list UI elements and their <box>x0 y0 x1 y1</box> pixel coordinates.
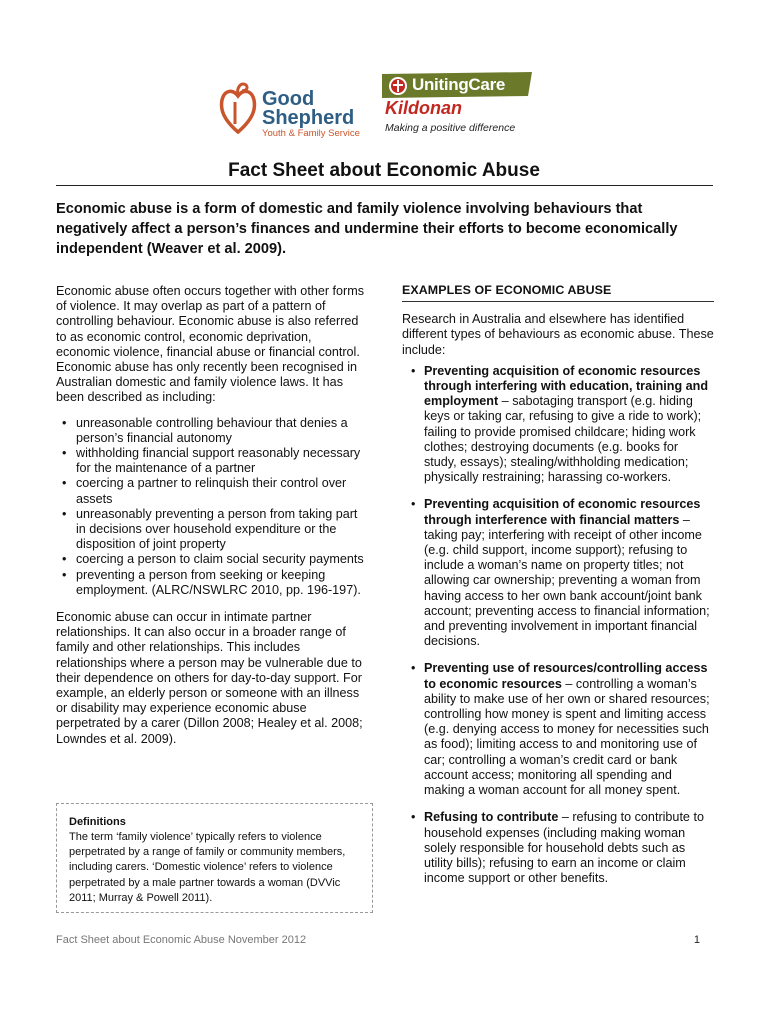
list-item <box>402 497 714 649</box>
definitions-box <box>56 803 373 913</box>
right-intro: Research in Australia and elsewhere has identified different types of behaviours as economic abuse. These include: <box>402 312 714 357</box>
left-paragraph-2: Economic abuse can occur in intimate partner relationships. It can also occur in a broader range of family and other relationships. This includes relationships where a person may be vulnerable due to their dependence on others for day-to-day support. For example, an elderly person or someone with an illness or disability may experience economic abuse perpetrated by a carer (Dillon 2008; Healey et al. 2008; Lowndes et al. 2009). <box>56 610 363 746</box>
unitingcare-name: UnitingCare <box>412 75 506 94</box>
example-heading: Preventing acquisition of economic resources through interference with financial matters <box>424 497 701 527</box>
page-title: Fact Sheet about Economic Abuse <box>228 160 540 181</box>
definitions-text: The term ‘family violence’ typically refers to violence perpetrated by a range of family or community members, including carers. ‘Domestic violence’ refers to violence perpetrated by a male partner towards a woman (DVVic 2011; Murray & Powell 2011). <box>69 831 346 904</box>
list-item: • unreasonably preventing a person from taking part in decisions over household expenditure or the disposition of joint property <box>56 507 364 553</box>
abuse-definition-list <box>56 416 364 598</box>
unitingcare-tagline: Making a positive difference <box>385 122 516 134</box>
kildonan-name: Kildonan <box>385 98 462 118</box>
section-heading: EXAMPLES OF ECONOMIC ABUSE <box>402 283 714 302</box>
page-number: 1 <box>693 934 700 946</box>
list-item: • withholding financial support reasonably necessary for the maintenance of a partner <box>56 446 364 476</box>
good-shepherd-subtitle: Youth & Family Service <box>262 128 360 139</box>
good-shepherd-name-line1: Good <box>262 88 315 110</box>
list-item: • preventing a person from seeking or keeping employment. (ALRC/NSWLRC 2010, pp. 196-197). <box>56 568 364 598</box>
example-heading: Preventing use of resources/controlling access to economic resources <box>424 661 708 691</box>
list-item <box>402 810 714 886</box>
unitingcare-cross-icon <box>388 76 408 96</box>
title-divider <box>56 185 713 186</box>
intro-paragraph: Economic abuse is a form of domestic and family violence involving behaviours that negatively affect a person’s finances and undermine their efforts to become economically independent (Weaver et al. 2009). <box>56 201 678 257</box>
list-item: • unreasonable controlling behaviour that denies a person’s financial autonomy <box>56 416 364 446</box>
example-text: – taking pay; interfering with receipt of other income (e.g. child support, income support); refusing to include a woman’s name on property titles; not allowing car ownership; preventing a woman from having access to her own bank account/joint bank account; preventing access to financial information; and preventing involvement in important financial decisions. <box>424 512 710 649</box>
good-shepherd-logo <box>218 78 360 140</box>
good-shepherd-name-line2: Shepherd <box>262 107 355 129</box>
example-text: – controlling a woman’s ability to make use of her own or shared resources; controlling how money is spent and limiting access (e.g. denying access to money for necessities such as food); limiting access to and monitoring use of car; controlling a woman’s credit card or bank account access; monitoring all spending and making a woman account for all money spent. <box>424 676 710 798</box>
good-shepherd-name <box>262 90 354 128</box>
right-column <box>402 283 714 886</box>
example-heading: Preventing acquisition of economic resources through interfering with education, training and employment <box>424 363 709 409</box>
list-item: • coercing a person to claim social security payments <box>56 552 364 567</box>
list-item: • coercing a partner to relinquish their control over assets <box>56 476 364 506</box>
good-shepherd-emblem-icon <box>218 80 258 136</box>
list-item <box>402 661 714 798</box>
example-text: – refusing to contribute to household expenses (including making woman solely responsible for household debts such as utility bills); refusing to earn an income or claim income support or other benefits. <box>424 810 704 886</box>
footer-text: Fact Sheet about Economic Abuse November 2012 <box>56 934 307 946</box>
left-paragraph-1: Economic abuse often occurs together with other forms of violence. It may overlap as part of a pattern of controlling behaviour. Economic abuse is also referred to as economic control, economic deprivation, economic violence, financial abuse or financial control. Economic abuse has only recently been recognised in Australian domestic and family violence laws. It has been described as including: <box>56 284 364 405</box>
example-text: – sabotaging transport (e.g. hiding keys or taking car, refusing to give a ride to work); failing to provide promised childcare; hiding work clothes; destroying documents (e.g. books for study, essays); stealing/withholding medication; physically restraining; harassing co-workers. <box>424 394 702 485</box>
example-heading: Refusing to contribute <box>424 810 559 825</box>
list-item <box>402 364 714 486</box>
left-column <box>56 284 364 747</box>
definitions-title: Definitions <box>69 816 126 828</box>
examples-list <box>402 364 714 887</box>
unitingcare-logo <box>382 72 532 138</box>
